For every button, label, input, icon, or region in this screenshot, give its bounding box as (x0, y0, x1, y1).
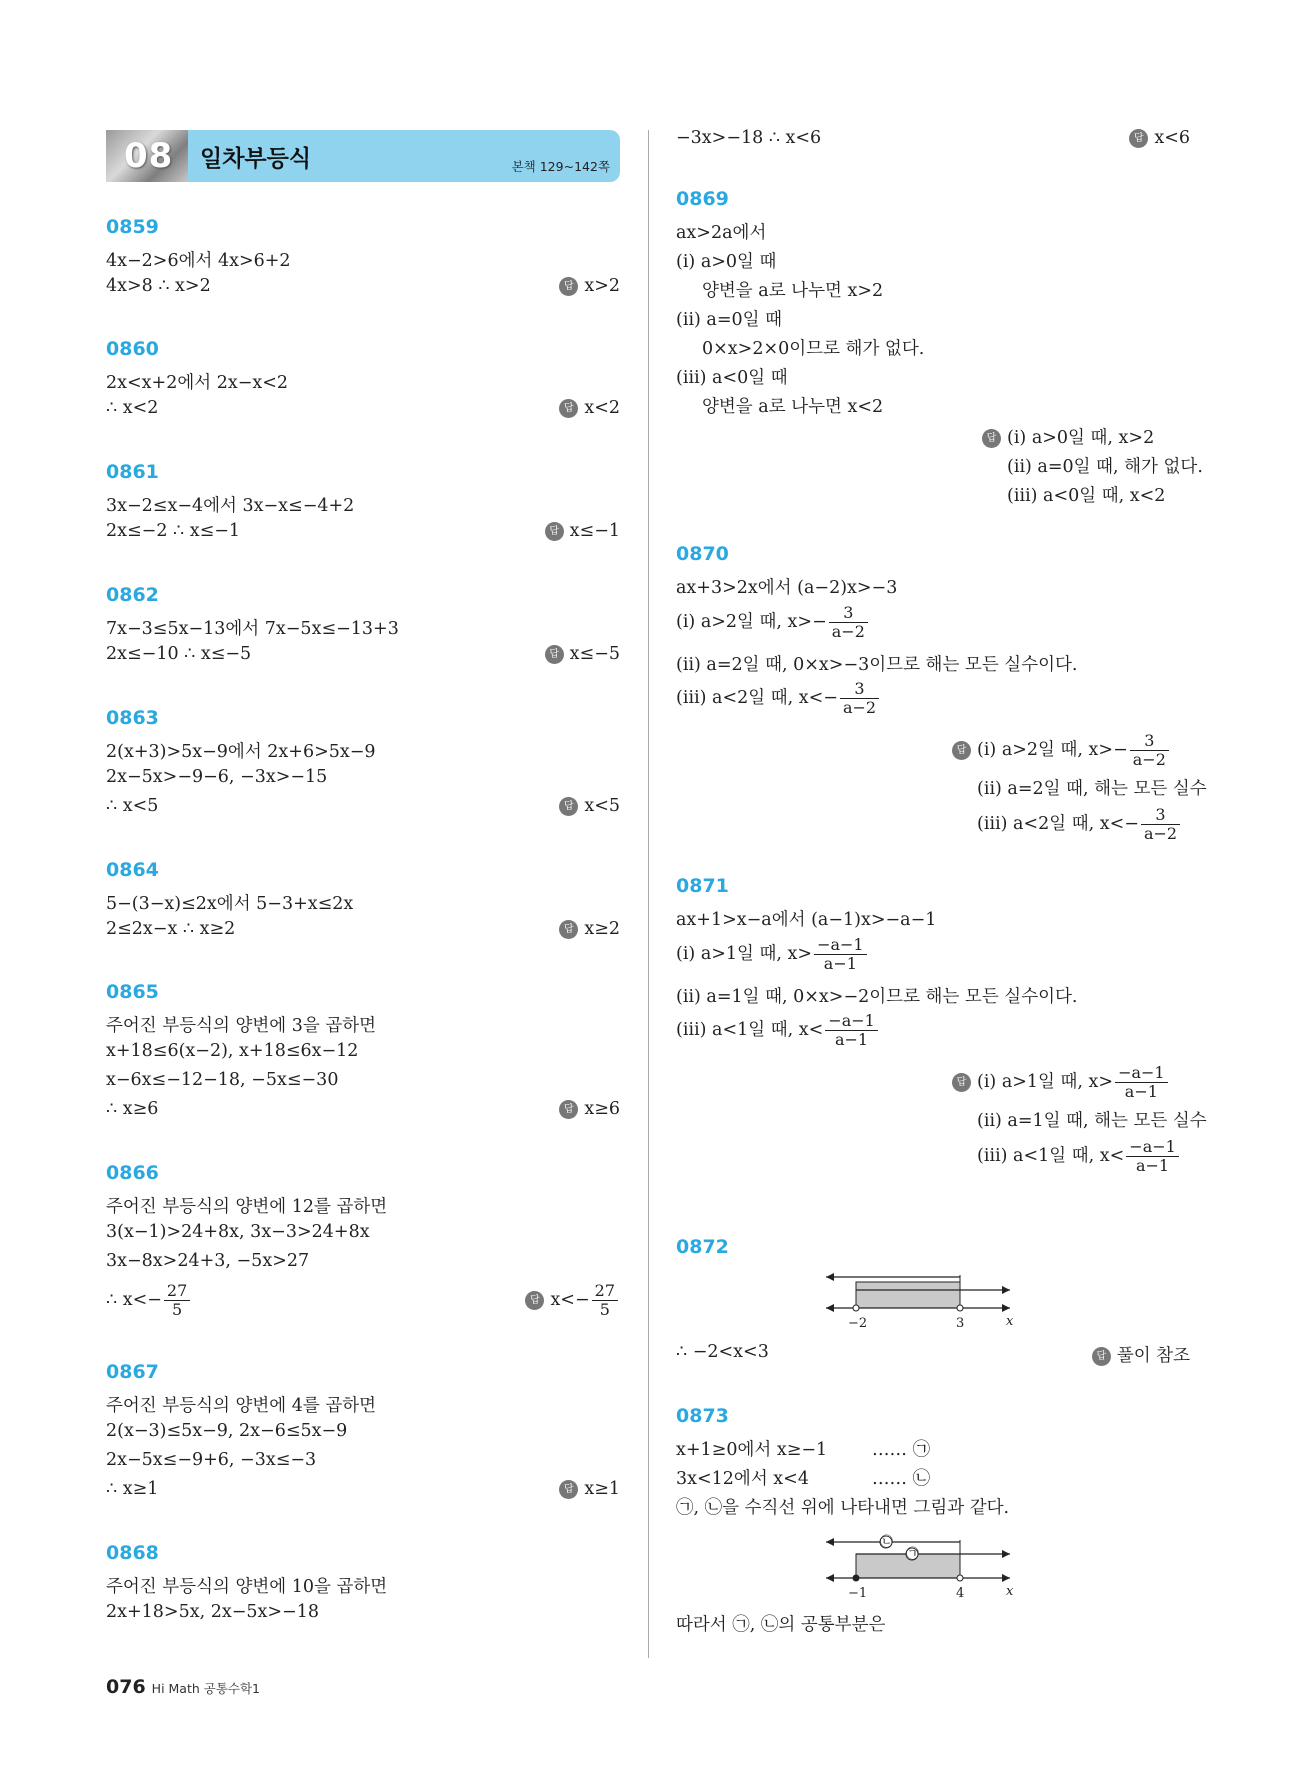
answer (952, 732, 1171, 769)
answer (952, 1064, 1170, 1101)
fraction (829, 604, 868, 641)
solution-line: 2x−5x>−9−6, −3x>−15 (106, 767, 328, 787)
solution-line: (ⅱ) a=1일 때, 0×x>−2이므로 해는 모든 실수이다. (676, 987, 1078, 1007)
solution-line (676, 1012, 880, 1049)
numerator: 3 (1141, 806, 1180, 825)
solution-line: 양변을 a로 나누면 x>2 (702, 281, 884, 301)
denominator: a−1 (1124, 1082, 1158, 1101)
problem-number: 0864 (106, 859, 159, 881)
answer-text: x<− (550, 1290, 590, 1310)
solution-text: (ⅰ) a>2일 때, x>− (676, 612, 827, 632)
fraction (1115, 1064, 1168, 1101)
number-line-diagram (826, 1265, 1046, 1337)
solution-line: 3x−8x>24+3, −5x>27 (106, 1251, 310, 1271)
axis-arrow-right (1002, 1574, 1010, 1582)
answer (559, 1099, 620, 1119)
solution-line: 4x>8 ∴ x>2 (106, 276, 211, 296)
solution-line: (ⅲ) a<0일 때 (676, 368, 788, 388)
answer-badge: 답 (559, 277, 578, 296)
open-point (957, 1305, 963, 1311)
answer-badge: 답 (559, 920, 578, 939)
number-line-diagram (826, 1526, 1046, 1602)
open-point (957, 1575, 963, 1581)
book-title: Hi Math 공통수학1 (151, 1681, 261, 1696)
answer (545, 644, 620, 664)
problem-number: 0866 (106, 1162, 159, 1184)
answer-text: x<2 (584, 398, 620, 418)
arrow-right (1002, 1286, 1010, 1294)
answer-text: (ⅰ) a>0일 때, x>2 (1007, 428, 1155, 448)
solution-line: ∴ x<5 (106, 796, 159, 816)
answer (1129, 128, 1190, 148)
problem-number: 0871 (676, 875, 729, 897)
solution-line: 2(x−3)≤5x−9, 2x−6≤5x−9 (106, 1421, 348, 1441)
tick-label: −2 (848, 1316, 868, 1331)
solution-line: (ⅰ) a>0일 때 (676, 252, 777, 272)
solution-line: ax>2a에서 (676, 223, 767, 243)
solution-text: (ⅲ) a<1일 때, x< (676, 1020, 824, 1040)
fraction (164, 1282, 190, 1319)
tick-label: −1 (848, 1586, 868, 1601)
solution-line: ax+1>x−a에서 (a−1)x>−a−1 (676, 910, 937, 930)
denominator: 5 (171, 1300, 183, 1319)
answer-text: x≤−5 (569, 644, 620, 664)
solution-line: 주어진 부등식의 양변에 10을 곱하면 (106, 1577, 388, 1597)
answer-text: x≤−1 (569, 521, 620, 541)
solution-line: x+18≤6(x−2), x+18≤6x−12 (106, 1041, 359, 1061)
fraction (1126, 1138, 1179, 1175)
answer-text: (ⅰ) a>2일 때, x>− (977, 740, 1128, 760)
arrow-left (826, 1273, 834, 1281)
axis-label: x (1006, 1584, 1014, 1599)
answer (525, 1282, 620, 1319)
problem-number: 0863 (106, 707, 159, 729)
answer-badge: 답 (559, 1480, 578, 1499)
fraction (840, 680, 879, 717)
answer-text: x<6 (1154, 128, 1190, 148)
axis-arrow-right (1002, 1304, 1010, 1312)
numerator: −a−1 (825, 1012, 878, 1031)
problem-number: 0865 (106, 981, 159, 1003)
fraction (825, 1012, 878, 1049)
chapter-header (106, 130, 620, 182)
problem-number: 0862 (106, 584, 159, 606)
solution-line: x+1≥0에서 x≥−1 (676, 1440, 828, 1460)
answer (977, 806, 1182, 843)
solution-line: ∴ x<2 (106, 398, 159, 418)
arrow-right (1002, 1550, 1010, 1558)
region-label: ㉡ (880, 1535, 894, 1550)
chapter-title: 일차부등식 (200, 146, 312, 172)
solution-line: −3x>−18 ∴ x<6 (676, 128, 822, 148)
denominator: a−2 (1143, 824, 1178, 843)
axis-label: x (1006, 1314, 1014, 1329)
answer-text: (ⅰ) a>1일 때, x> (977, 1072, 1114, 1092)
answer-badge: 답 (1129, 129, 1148, 148)
solution-line: ㉠, ㉡을 수직선 위에 나타내면 그림과 같다. (676, 1498, 1010, 1518)
denominator: a−1 (834, 1030, 869, 1049)
solution-line (676, 604, 870, 641)
answer-text: x>2 (584, 276, 620, 296)
page-footer (106, 1676, 260, 1698)
answer (559, 276, 620, 296)
solution-line: ∴ −2<x<3 (676, 1342, 769, 1362)
numerator: −a−1 (1126, 1138, 1179, 1157)
numerator: 27 (592, 1282, 618, 1301)
arrow-left (826, 1538, 834, 1546)
solution-line: 따라서 ㉠, ㉡의 공통부분은 (676, 1615, 886, 1635)
answer-badge: 답 (559, 399, 578, 418)
answer-text: (ⅲ) a<2일 때, x<− (977, 814, 1139, 834)
numerator: 3 (840, 680, 879, 699)
answer-text: (ⅱ) a=2일 때, 해는 모든 실수 (977, 779, 1207, 799)
solution-line: 2x+18>5x, 2x−5x>−18 (106, 1602, 319, 1622)
solution-line: 주어진 부등식의 양변에 4를 곱하면 (106, 1396, 377, 1416)
denominator: a−2 (831, 622, 865, 641)
numerator: −a−1 (1115, 1064, 1168, 1083)
solution-line: 0×x>2×0이므로 해가 없다. (702, 339, 925, 359)
solution-text: (ⅲ) a<2일 때, x<− (676, 688, 838, 708)
numerator: 27 (164, 1282, 190, 1301)
fraction (814, 936, 867, 973)
answer (559, 919, 620, 939)
answer-badge: 답 (952, 1073, 971, 1092)
solution-line: 주어진 부등식의 양변에 3을 곱하면 (106, 1016, 377, 1036)
fraction (1141, 806, 1180, 843)
denominator: a−2 (842, 698, 877, 717)
numerator: 3 (829, 604, 868, 623)
fraction (592, 1282, 618, 1319)
problem-number: 0861 (106, 461, 159, 483)
solution-line (106, 1282, 192, 1319)
answer-badge: 답 (559, 1100, 578, 1119)
answer-text: x<5 (584, 796, 620, 816)
chapter-number: 08 (124, 136, 174, 176)
solution-line: ax+3>2x에서 (a−2)x>−3 (676, 578, 898, 598)
answer (545, 521, 620, 541)
tick-label: 4 (956, 1586, 965, 1601)
answer (1092, 1342, 1190, 1367)
denominator: a−1 (1135, 1156, 1170, 1175)
answer-text: 풀이 참조 (1116, 1346, 1190, 1366)
answer-text: (ⅱ) a=1일 때, 해는 모든 실수 (977, 1111, 1207, 1131)
answer-badge: 답 (545, 645, 564, 664)
problem-number: 0872 (676, 1236, 729, 1258)
axis-arrow-left (826, 1304, 834, 1312)
solution-line: 7x−3≤5x−13에서 7x−5x≤−13+3 (106, 619, 399, 639)
equation-marker: …… ㉠ (872, 1440, 931, 1460)
solution-line: 2x≤−10 ∴ x≤−5 (106, 644, 252, 664)
solution-line: (ⅱ) a=0일 때 (676, 310, 783, 330)
axis-arrow-left (826, 1574, 834, 1582)
denominator: a−2 (1132, 750, 1166, 769)
answer-text: (ⅲ) a<0일 때, x<2 (1007, 486, 1166, 506)
solution-line: ∴ x≥6 (106, 1099, 159, 1119)
page-number: 076 (106, 1676, 146, 1698)
answer-text: x≥1 (584, 1479, 620, 1499)
denominator: 5 (599, 1300, 610, 1319)
solution-line: 주어진 부등식의 양변에 12를 곱하면 (106, 1197, 388, 1217)
problem-number: 0869 (676, 188, 729, 210)
answer-text: (ⅱ) a=0일 때, 해가 없다. (1007, 457, 1203, 477)
denominator: a−1 (823, 954, 857, 973)
solution-line: (ⅱ) a=2일 때, 0×x>−3이므로 해는 모든 실수이다. (676, 655, 1078, 675)
equation-marker: …… ㉡ (872, 1469, 931, 1489)
solution-line: 2x<x+2에서 2x−x<2 (106, 373, 289, 393)
solution-line: 3(x−1)>24+8x, 3x−3>24+8x (106, 1222, 370, 1242)
column-divider (648, 130, 649, 1658)
answer (977, 1138, 1181, 1175)
answer-text: x≥6 (584, 1099, 620, 1119)
answer (982, 424, 1154, 449)
solution-line: ∴ x≥1 (106, 1479, 159, 1499)
solution-line (676, 936, 869, 973)
answer-badge: 답 (952, 741, 971, 760)
solution-region (856, 1282, 960, 1308)
solution-line: x−6x≤−12−18, −5x≤−30 (106, 1070, 339, 1090)
problem-number: 0868 (106, 1542, 159, 1564)
solution-line: 3x−2≤x−4에서 3x−x≤−4+2 (106, 496, 355, 516)
numerator: 3 (1130, 732, 1169, 751)
problem-number: 0860 (106, 338, 159, 360)
answer (559, 796, 620, 816)
region-label: ㉠ (906, 1547, 920, 1562)
answer-badge: 답 (1092, 1347, 1111, 1366)
closed-point (853, 1575, 859, 1581)
answer-badge: 답 (545, 522, 564, 541)
numerator: −a−1 (814, 936, 867, 955)
solution-text: ∴ x<− (106, 1290, 162, 1310)
solution-line: 2(x+3)>5x−9에서 2x+6>5x−9 (106, 742, 376, 762)
answer-badge: 답 (559, 797, 578, 816)
chapter-pages: 본책 129~142쪽 (511, 159, 610, 174)
problem-number: 0873 (676, 1405, 729, 1427)
answer-text: (ⅲ) a<1일 때, x< (977, 1146, 1125, 1166)
answer-badge: 답 (982, 429, 1001, 448)
solution-line: 2x−5x≤−9+6, −3x≤−3 (106, 1450, 317, 1470)
solution-line: 5−(3−x)≤2x에서 5−3+x≤2x (106, 894, 354, 914)
tick-label: 3 (956, 1316, 965, 1331)
solution-line: 2x≤−2 ∴ x≤−1 (106, 521, 241, 541)
answer (559, 398, 620, 418)
answer-badge: 답 (525, 1291, 544, 1310)
solution-line: 양변을 a로 나누면 x<2 (702, 397, 884, 417)
solution-line: 2≤2x−x ∴ x≥2 (106, 919, 236, 939)
problem-number: 0867 (106, 1361, 159, 1383)
solution-line: 3x<12에서 x<4 (676, 1469, 809, 1489)
solution-line: 4x−2>6에서 4x>6+2 (106, 251, 291, 271)
problem-number: 0859 (106, 216, 159, 238)
problem-number: 0870 (676, 543, 729, 565)
open-point (853, 1305, 859, 1311)
fraction (1130, 732, 1169, 769)
answer-text: x≥2 (584, 919, 620, 939)
solution-text: (ⅰ) a>1일 때, x> (676, 944, 813, 964)
solution-line (676, 680, 881, 717)
answer (559, 1479, 620, 1499)
